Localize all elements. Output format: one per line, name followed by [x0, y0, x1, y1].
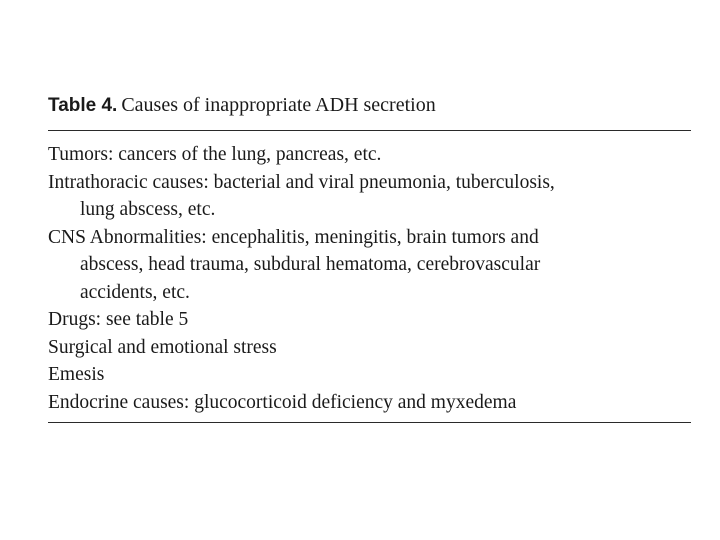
cause-line: CNS Abnormalities: encephalitis, meningitis, brain tumors and	[48, 226, 539, 248]
bottom-rule	[48, 422, 691, 423]
table-caption-label: Table 4.	[48, 95, 118, 116]
cause-line: Drugs: see table 5	[48, 309, 189, 330]
cause-line: Intrathoracic causes: bacterial and viral pneumonia, tuberculosis,	[48, 171, 555, 193]
cause-line-continuation: lung abscess, etc.	[80, 199, 216, 220]
cause-line-continuation: accidents, etc.	[80, 281, 190, 303]
cause-line: Surgical and emotional stress	[48, 336, 277, 358]
table-caption	[48, 88, 691, 122]
cause-line: Endocrine causes: glucocorticoid deficiency and myxedema	[48, 391, 517, 413]
table-caption-text: Causes of inappropriate ADH secretion	[121, 94, 436, 116]
table-4	[48, 88, 691, 423]
causes-list	[48, 131, 691, 422]
cause-line: Tumors: cancers of the lung, pancreas, etc.	[48, 144, 382, 165]
cause-line-continuation: abscess, head trauma, subdural hematoma, cerebrovascular	[80, 254, 541, 275]
cause-line: Emesis	[48, 364, 105, 385]
